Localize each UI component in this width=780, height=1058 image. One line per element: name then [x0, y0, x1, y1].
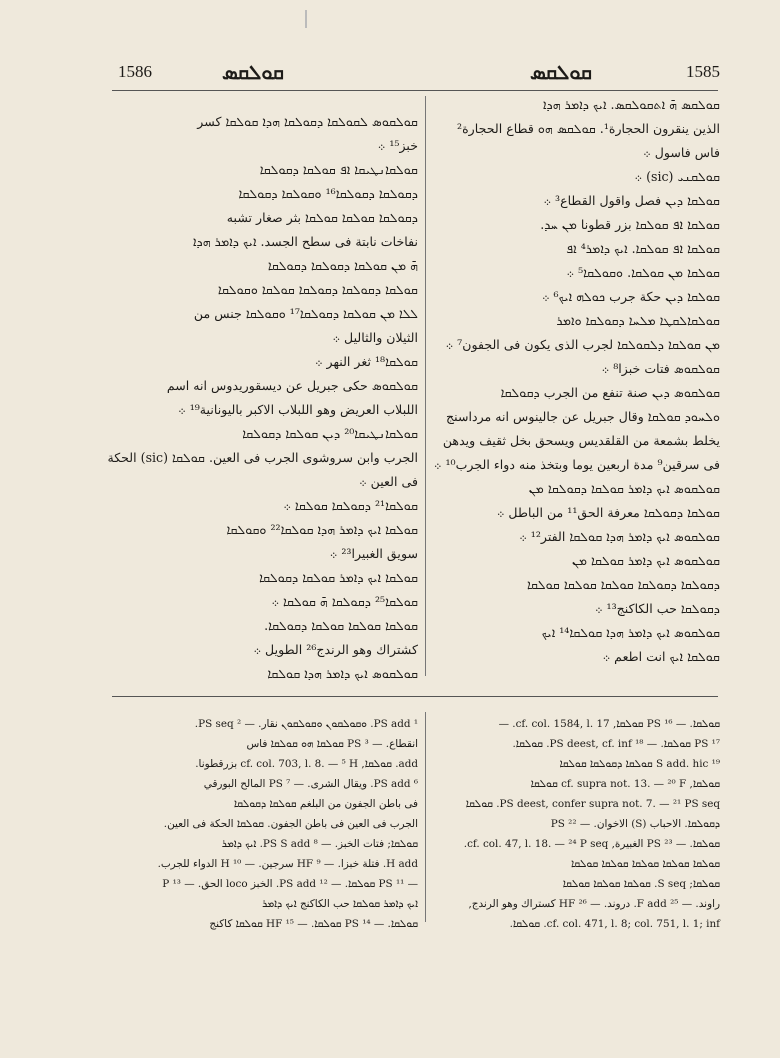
text-line: ܩܘܠܩܘܣ ܐܝܟ ܕܐܡܪ ܗܕܐ ܩܘܠܩܐ: [267, 666, 418, 681]
footnote-line: ܩܘܠܩܐ. — ²³ PS الغبيرة, cf. col. 47, l. 18. — ²⁴ P seq.: [463, 838, 720, 850]
text-line: ܩܘܠܩܘܣ ܐܝܟ ܕܐܡܪ ܗܕܐ ܩܘܠܩܐ¹⁴ ܐܝܟ: [541, 625, 720, 640]
text-line: اللبلاب العريض وهو اللبلاب الاكبر باليونانية¹⁹ ܀: [178, 402, 418, 417]
footnote-line: ܩܘܠܩܐ; S seq. ܩܘܠܩܐ ܩܘܠܩܐ ܩܘܠܩܐ: [562, 878, 720, 890]
footnote-line: ܩܘܠܩܐ, cf. supra not. 13. — ²⁰ F ܩܘܠܩܐ: [530, 778, 720, 790]
text-line: ܩܘܠܩܐܢܛܝܩܐ²⁰ ܕܝܢ ܩܘܠܩܐ ܕܩܘܠܩܐ: [242, 426, 418, 441]
text-line: الذين ينقرون الحجارة¹. ܩܘܠܩܣ ܗܘ قطاع الحجارة²: [457, 121, 720, 136]
text-line: ܕܩܘܠܩܐ ܩܘܠܩܐ ܩܘܠܩܐ بثر صغار تشبه: [226, 210, 418, 225]
text-line: يخلط بشمعة من القلقديس ويسحق بخل ثقيف ويدهن: [442, 433, 720, 448]
footnote-line: ܩܘܠܩܐ; فتات الخبز. — ⁸ PS S add. ܐܝܟ ܕܐܡܪ: [221, 838, 418, 850]
text-line: ܩܘܠܩܘܣ ܐܝܟ ܕܐܡܪ ܩܘܠܩܐ ܕܩܘܠܩܐ ܡܢ: [528, 481, 720, 496]
text-line: كشتراك وهو الرندج²⁶ الطويل ܀: [253, 642, 418, 657]
footnote-line: ܩܘܠܩܐ. — ¹⁴ PS ܩܘܠܩܐ. — ¹⁵ HF ܩܘܠܩܐ كاكنج: [209, 918, 418, 930]
left-running-head: ܩܘܠܩܣ: [222, 60, 284, 84]
text-line: سويق الغبيرا²³ ܀: [329, 546, 418, 561]
text-line: ܩܘܠܩܐ ܐܦ ܩܘܠܩܐ. ܐܝܟ ܕܐܡܪ⁴ ܐܦ: [566, 241, 720, 256]
text-line: ܩܘܠܩܐ¹⁸ ثغر النهر ܀: [314, 354, 418, 369]
column-divider: [425, 96, 426, 676]
text-line: ܠܠܐ ܡܢ ܩܘܠܩܐ ܕܩܘܠܩܐ¹⁷ ܘܩܘܠܩܐ جنس من: [193, 306, 418, 321]
text-line: ܡܢ ܩܘܠܩܐ ܕܠܩܘܠܩܐ لجرب الذى يكون فى الجفون⁷ ܀: [445, 337, 720, 352]
text-line: ܩܘܠܩܐܢܛܝܩܐ ܐܦ ܩܘܠܩܐ ܕܩܘܠܩܐ: [259, 162, 418, 177]
text-line: ܕܩܘܠܩܐ حب الكاكنج¹³ ܀: [594, 601, 720, 616]
footnote-line: PS deest, confer supra not. 7. — ²¹ PS seq. ܩܘܠܩܐ: [465, 798, 720, 810]
text-line: ܕܩܘܠܩܐ ܕܩܘܠܩܐ¹⁶ ܘܩܘܠܩܐ ܕܩܘܠܩܐ: [238, 186, 418, 201]
footnote-line: ܕܩܘܠܩܐ. الاحباب (S) الاخوان. — ²² PS: [550, 818, 720, 830]
footnote-line: ⁶ PS add. ويقال الشرى. — ⁷ PS المالح البورقي: [203, 778, 418, 790]
footnote-line: ܐܝܟ ܕܐܡܪ ܩܘܠܩܐ حب الكاكنج ܐܝܟ ܕܐܡܪ: [262, 898, 418, 910]
footnote-line: H add. فتلة خبزا. — ⁹ HF سرجين. — ¹⁰ H الدواء للجرب.: [157, 858, 418, 870]
footnote-line: انقطاع. — ³ PS ܩܘܠܩܐ ܗܘ ܩܘܠܩܐ فاس: [246, 738, 418, 750]
footnote-line: cf. col. 471, l. 8; col. 751, l. 1; inf. ܩܘܠܩܐ.: [509, 918, 720, 930]
text-line: ܩܘܠܩܐ ܕܩܘܠܩܐ معرفة الحق¹¹ من الباطل ܀: [496, 505, 720, 520]
text-line: ܩܘܠܩܐ²⁵ ܕܩܘܠܩܐ ܗ̄ ܩܘܠܩܐ ܀: [271, 594, 418, 609]
paper-fold-mark: [305, 10, 307, 28]
footnote-line: الجرب فى العين فى باطن الجفون. ܩܘܠܩܐ الحكة فى العين.: [163, 818, 418, 830]
footnote-line: ܩܘܠܩܐ ܩܘܠܩܐ ܩܘܠܩܐ ܩܘܠܩܐ ܩܘܠܩܐ: [570, 858, 720, 870]
left-text-column: [107, 110, 418, 686]
text-line: ܩܘܠܩܐ ܡܢ ܩܘܠܩܐ. ܘܩܘܠܩܐ⁵ ܀: [566, 265, 720, 280]
left-footnotes: [116, 714, 418, 934]
text-line: ܗ̄ ܡܢ ܩܘܠܩܐ ܕܩܘܠܩܐ ܕܩܘܠܩܐ: [267, 258, 418, 273]
text-line: ܩܘܠܩܘܣ ܐܝܟ ܕܐܡܪ ܗܕܐ ܩܘܠܩܐ الفتر¹² ܀: [519, 529, 720, 544]
text-line: فاس فاسول ܀: [643, 145, 720, 160]
text-line: ܩܘܠܩܐ²¹ ܕܩܘܠܩܐ ܩܘܠܩܐ ܀: [283, 498, 418, 513]
text-line: ܩܘܠܩܘܣ فتات خبزا⁸ ܀: [601, 361, 720, 376]
footnote-rule: [112, 696, 718, 697]
text-line: ܩܘܠܩܐ ܕܝܢ حكة جرب ܟܘܠܗ ܐܝܟ⁶ ܀: [541, 289, 720, 304]
text-line: ܩܘܠܩܐܠܩܛܐ ܡܠܚܐ ܕܩܘܠܩܐ ܘܐܡܪ: [556, 313, 720, 328]
footnote-line: ܩܘܠܩܐ. — ¹⁶ PS ܩܘܠܩܐ, cf. col. 1584, l. 17. —: [498, 718, 720, 730]
text-line: ܘܠܚܘܕ ܩܘܠܩܐ وقال جبريل عن جالينوس انه مرداسنج: [446, 409, 720, 424]
text-line: ܩܘܠܩܐ ܕܩܘܠܩܐ ܕܩܘܠܩܐ ܩܘܠܩܐ ܘܩܘܠܩܐ: [217, 282, 418, 297]
text-line: الجرب وابن سروشوى الجرب فى العين. ܩܘܠܩܐ (sic) الحكة: [107, 450, 418, 465]
footnote-line: ¹⁹ S add. hic ܩܘܠܩܐ ܕܩܘܠܩܐ ܩܘܠܩܐ: [559, 758, 720, 770]
text-line: ܩܘܠܩܘܣ حكى جبريل عن ديسقوريدوس انه اسم: [166, 378, 418, 393]
footnote-line: ¹⁷ PS ܩܘܠܩܐ. — ¹⁸ PS deest, cf. inf. ܩܘܠܩܐ.: [512, 738, 720, 750]
text-line: ܩܘܠܩܣ ܗ̄ ܐܬܩܘܠܩܣ. ܐܝܟ ܕܐܡܪ ܗܕܐ: [542, 97, 720, 112]
text-line: ܩܘܠܩܐ ܐܦ ܩܘܠܩܐ بزر قطونا ܡܢ ܚܕ.: [540, 217, 720, 232]
footnote-line: راوند. — ²⁵ F add. دروند. — ²⁶ HF كستراك وهو الرندج,: [468, 898, 720, 910]
text-line: ܩܘܠܩܐ ܐܝܟ ܕܐܡܪ ܗܕܐ ܩܘܠܩܐ²² ܘܩܘܠܩܐ: [226, 522, 418, 537]
text-line: ܩܘܠܩܐ ܐܝܟ ܕܐܡܪ ܩܘܠܩܐ ܕܩܘܠܩܐ: [259, 570, 418, 585]
text-line: ܩܘܠܩܘܣ ܠܩܘܠܩܐ ܕܩܘܠܩܐ ܗܕܐ ܩܘܠܩܐ كسر: [197, 114, 418, 129]
footnote-line: add. ܩܘܠܩܐ, cf. col. 703, l. 8. — ⁵ H بزرقطونا.: [195, 758, 418, 770]
right-page-number: 1585: [686, 62, 720, 81]
text-line: الثيلان والثاليل ܀: [332, 330, 418, 345]
text-line: ܩܘܠܩܘܣ ܕܝܢ صنة تنفع من الجرب ܕܩܘܠܩܐ: [500, 385, 720, 400]
header-rule: [112, 90, 718, 91]
text-line: خبز¹⁵ ܀: [377, 138, 418, 153]
footnote-column-divider: [425, 712, 426, 922]
text-line: ܕܩܘܠܩܐ ܕܩܘܠܩܐ ܩܘܠܩܐ ܩܘܠܩܐ ܩܘܠܩܐ: [526, 577, 720, 592]
right-footnotes: [432, 714, 720, 934]
footnote-line: فى باطن الجفون من البلغم ܩܘܠܩܐ ܕܩܘܠܩܐ: [233, 798, 418, 810]
right-text-column: [432, 93, 720, 669]
text-line: فى سرقين⁹ مدة اربعين يوما وبتخذ منه دواء الجرب¹⁰ ܀: [433, 457, 720, 472]
text-line: ܩܘܠܩܘܣ ܐܝܟ ܕܐܡܪ ܩܘܠܩܐ ܡܢ: [571, 553, 720, 568]
text-line: نفاخات نابتة فى سطح الجسد. ܐܝܟ ܕܐܡܪ ܗܕܐ: [192, 234, 418, 249]
right-running-head: ܩܘܠܩܣ: [530, 60, 592, 84]
text-line: فى العين ܀: [359, 474, 418, 489]
text-line: ܩܘܠܩܢܝ (sic) ܀: [634, 169, 720, 184]
text-line: ܩܘܠܩܐ ܩܘܠܩܐ ܩܘܠܩܐ ܕܩܘܠܩܐ.: [264, 618, 418, 633]
footnote-line: ¹ PS add. ܘܩܘܠܩܘܢ ܘܩܘܠܩܘܢ نقار. — ² PS seq.: [194, 718, 418, 730]
text-line: ܩܘܠܩܐ ܐܝܟ انت اطعم ܀: [602, 649, 720, 664]
text-line: ܩܘܠܩܐ ܕܝܢ فصل واقول القطاع³ ܀: [543, 193, 720, 208]
left-page-number: 1586: [118, 62, 152, 81]
footnote-line: — ¹¹ PS ܩܘܠܩܐ. — ¹² PS add. الخبز loco الحق. — ¹³ P: [162, 878, 418, 890]
